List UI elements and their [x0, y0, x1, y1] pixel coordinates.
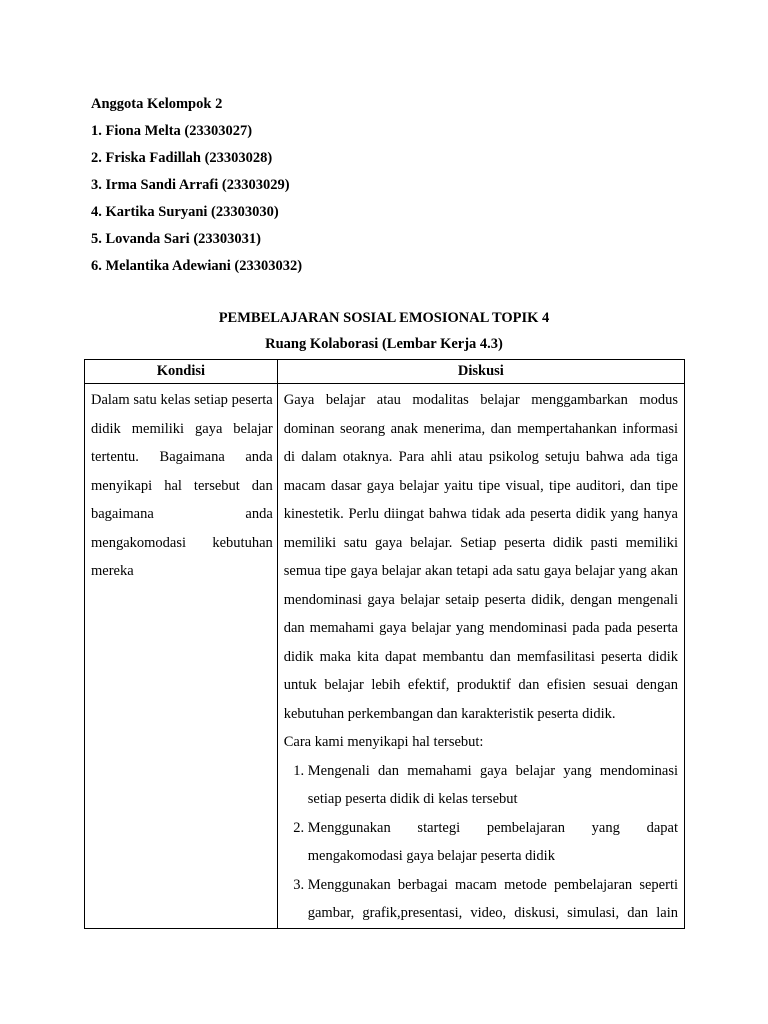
member-item: 1. Fiona Melta (23303027) — [91, 123, 253, 139]
member-item: 6. Melantika Adewiani (23303032) — [91, 258, 303, 274]
diskusi-intro: Cara kami menyikapi hal tersebut: — [283, 734, 484, 750]
header-kondisi: Kondisi — [85, 360, 278, 384]
table-row — [85, 384, 685, 929]
member-item: 5. Lovanda Sari (23303031) — [91, 231, 261, 247]
table-header-row — [85, 360, 685, 384]
group-members — [91, 91, 302, 280]
diskusi-list — [284, 757, 678, 928]
members-heading: Anggota Kelompok 2 — [91, 96, 223, 112]
member-item: 2. Friska Fadillah (23303028) — [91, 150, 273, 166]
worksheet-table — [84, 359, 685, 929]
list-item: 2. Menggunakan startegi pembelajaran yang dapat mengakomodasi gaya belajar peserta didik — [308, 814, 678, 871]
diskusi-paragraph: Gaya belajar atau modalitas belajar menggambarkan modus dominan seorang anak menerima, dan mempertahankan informasi di dalam otaknya. Para ahli atau psikolog setuju bahwa ada tiga macam dasar gaya belajar yaitu tipe visual, tipe auditori, dan tipe kinestetik. Perlu diingat bahwa tidak ada peserta didik yang hanya memiliki satu gaya belajar. Setiap peserta didik pasti memiliki semua tipe gaya belajar akan tetapi ada satu gaya belajar yang akan mendominasi gaya belajar setaip peserta didik, dengan mengenali dan memahami gaya belajar yang mendominasi pada pada peserta didik maka kita dapat membantu dan memfasilitasi peserta didik untuk belajar lebih efektif, produktif dan efisien sesuai dengan kebutuhan perkembangan dan karakteristik peserta didik. — [283, 392, 678, 722]
document-title: PEMBELAJARAN SOSIAL EMOSIONAL TOPIK 4 — [218, 310, 550, 326]
list-item: 1. Mengenali dan memahami gaya belajar yang mendominasi setiap peserta didik di kelas tersebut — [308, 757, 678, 814]
member-item: 4. Kartika Suryani (23303030) — [91, 204, 279, 220]
header-diskusi: Diskusi — [277, 360, 684, 384]
kondisi-cell: Dalam satu kelas setiap peserta didik memiliki gaya belajar tertentu. Bagaimana anda menyikapi hal tersebut dan bagaimana anda mengakomodasi kebutuhan mereka — [85, 384, 278, 929]
document-subtitle: Ruang Kolaborasi (Lembar Kerja 4.3) — [265, 336, 503, 352]
diskusi-cell — [277, 384, 684, 929]
member-item: 3. Irma Sandi Arrafi (23303029) — [91, 177, 290, 193]
list-item: 3. Menggunakan berbagai macam metode pembelajaran seperti gambar, grafik,presentasi, video, diskusi, simulasi, dan lain — [308, 871, 678, 928]
